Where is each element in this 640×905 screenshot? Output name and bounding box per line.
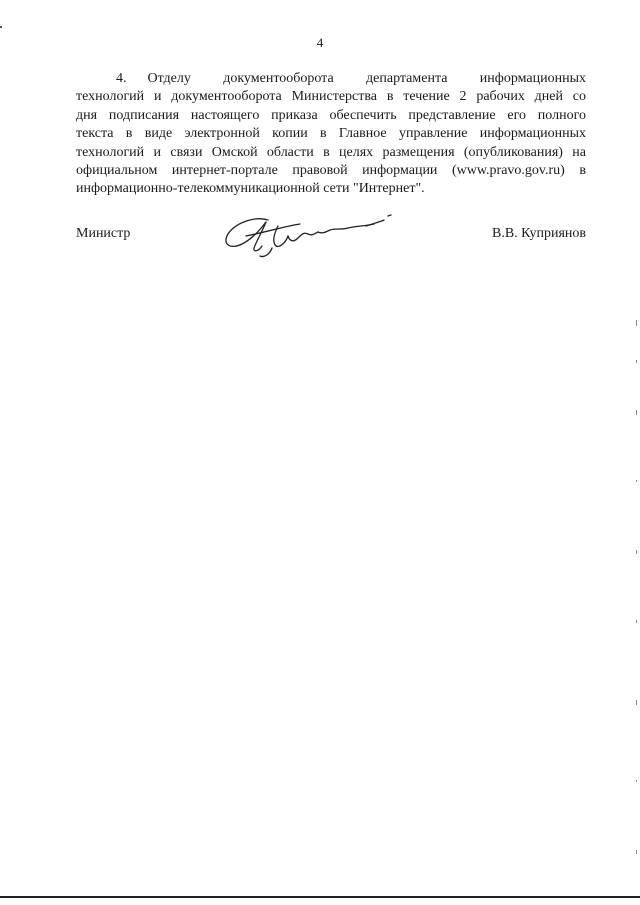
signature-block	[76, 224, 586, 264]
handwritten-signature	[216, 212, 396, 262]
page-number: 4	[316, 35, 324, 50]
paragraph-line: дня подписания настоящего приказа обеспечить представление его полного	[76, 107, 586, 123]
paragraph-line: текста в виде электронной копии в Главное управление информационных	[76, 126, 586, 142]
paragraph-line: технологий и документооборота Министерства в течение 2 рабочих дней со	[76, 89, 586, 105]
signer-position: Министр	[76, 226, 131, 241]
paragraph-item-4	[76, 70, 586, 199]
scan-edge-mark	[0, 26, 2, 28]
paragraph-line: информационно-телекоммуникационной сети "Интернет".	[76, 181, 425, 197]
paragraph-line	[76, 70, 586, 88]
scan-bottom-edge	[0, 896, 640, 898]
scan-edge-noise	[636, 320, 638, 880]
paragraph-line: технологий и связи Омской области в целях размещения (опубликования) на	[76, 144, 586, 160]
paragraph-line: официальном интернет-портале правовой информации (www.pravo.gov.ru) в	[76, 163, 586, 179]
item-number: 4.	[116, 71, 127, 86]
paragraph-line-1-text: Отделу документооборота департамента информационных	[147, 71, 586, 86]
signer-name: В.В. Куприянов	[492, 226, 586, 241]
